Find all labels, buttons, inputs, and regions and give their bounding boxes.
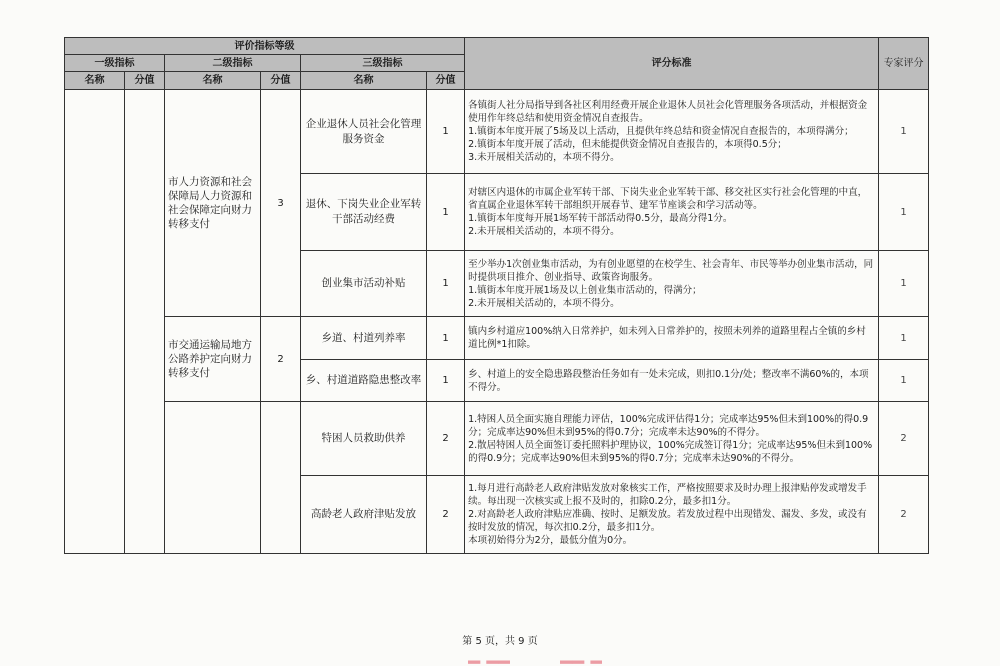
- standard-text: [465, 174, 879, 251]
- standard-line: 各镇街人社分局指导到各社区利用经费开展企业退休人员社会化管理服务各项活动，并根据资金使用作年终总结和使用资金情况自查报告。: [468, 100, 868, 124]
- level3-value: 1: [427, 360, 465, 402]
- level3-name: 乡道、村道列养率: [301, 317, 427, 360]
- standard-line: 1.镇街本年度每开展1场军转干部活动得0.5分，最高分得1分。: [468, 213, 733, 224]
- standard-text: [465, 90, 879, 174]
- level3-value: 1: [427, 317, 465, 360]
- standard-line: 乡、村道上的安全隐患路段整治任务如有一处未完成，则扣0.1分/处；整改率不满60%的，本项不得分。: [468, 368, 869, 393]
- header-standard: 评分标准: [465, 38, 879, 90]
- standard-line: 2.对高龄老人政府津贴应准确、按时、足额发放。若发放过程中出现错发、漏发、多发，或没有按时发放的情况，每次扣0.2分，最多扣1分。: [468, 509, 867, 533]
- standard-line: 本项初始得分为2分，最低分值为0分。: [468, 535, 633, 546]
- header-l1-value: 分值: [125, 72, 165, 90]
- header-group-title: 评价指标等级: [65, 38, 465, 55]
- header-l3-name: 名称: [301, 72, 427, 90]
- expert-score: 1: [879, 90, 929, 174]
- standard-text: [465, 476, 879, 554]
- level2-name: 市人力资源和社会保障局人力资源和社会保障定向财力转移支付: [165, 90, 261, 317]
- standard-line: 对辖区内退休的市属企业军转干部、下岗失业企业军转干部、移交社区实行社会化管理的中直，省直属企业退休军转干部组织开展春节、建军节座谈会和学习活动等。: [468, 187, 868, 211]
- standard-line: 1.镇街本年度开展1场及以上创业集市活动的，得满分；: [468, 284, 702, 296]
- level2-value: 3: [261, 90, 301, 317]
- expert-score: 1: [879, 251, 929, 317]
- standard-text: [465, 360, 879, 402]
- level2-value: [261, 402, 301, 554]
- level1-name-cell: [65, 90, 125, 554]
- level3-name: 创业集市活动补贴: [301, 251, 427, 317]
- header-level3: 三级指标: [301, 55, 465, 72]
- level3-value: 2: [427, 476, 465, 554]
- header-expert: 专家评分: [879, 38, 929, 90]
- expert-score: 1: [879, 174, 929, 251]
- standard-text: [465, 251, 879, 317]
- standard-line: 3.未开展相关活动的，本项不得分。: [468, 152, 620, 163]
- level2-value: 2: [261, 317, 301, 402]
- table-row: [65, 317, 929, 360]
- expert-score: 1: [879, 360, 929, 402]
- level3-value: 1: [427, 174, 465, 251]
- standard-line: 2.散居特困人员全面签订委托照料护理协议，100%完成签订得1分；完成率达95%但未到100%的得0.9分；完成率达90%但未到95%的得0.7分；完成率未达90%的不得分。: [468, 439, 873, 464]
- level3-name: 特困人员救助供养: [301, 402, 427, 476]
- expert-score: 2: [879, 476, 929, 554]
- level3-name: 乡、村道道路隐患整改率: [301, 360, 427, 402]
- standard-line: 2.镇街本年度开展了活动，但未能提供资金情况自查报告的，本项得0.5分；: [468, 139, 787, 150]
- standard-line: 镇内乡村道应100%纳入日常养护，如未列入日常养护的，按照未列养的道路里程占全镇的乡村道比例*1扣除。: [468, 326, 866, 350]
- table-row: [65, 90, 929, 174]
- header-l3-value: 分值: [427, 72, 465, 90]
- standard-line: 1.特困人员全面实施自理能力评估，100%完成评估得1分；完成率达95%但未到100%的得0.9分；完成率达90%但未到95%的得0.7分；完成率未达90%的不得分。: [468, 413, 869, 438]
- level1-value-cell: [125, 90, 165, 554]
- header-level1: 一级指标: [65, 55, 165, 72]
- header-level2: 二级指标: [165, 55, 301, 72]
- expert-score: 1: [879, 317, 929, 360]
- level3-value: 1: [427, 251, 465, 317]
- standard-line: 2.未开展相关活动的，本项不得分。: [468, 297, 620, 309]
- standard-line: 1.镇街本年度开展了5场及以上活动，且提供年终总结和资金情况自查报告的，本项得满分；: [468, 126, 854, 137]
- standard-line: 2.未开展相关活动的，本项不得分。: [468, 226, 620, 237]
- standard-text: [465, 402, 879, 476]
- page-number: 第 5 页，共 9 页: [462, 636, 538, 647]
- level3-value: 1: [427, 90, 465, 174]
- level3-name: 企业退休人员社会化管理服务资金: [301, 90, 427, 174]
- evaluation-table: [64, 37, 929, 554]
- standard-line: 至少举办1次创业集市活动，为有创业愿望的在校学生、社会青年、市民等举办创业集市活动，同时提供项目推介、创业指导、政策咨询服务。: [468, 258, 874, 283]
- standard-line: 1.每月进行高龄老人政府津贴发放对象核实工作，严格按照要求及时办理上报津贴停发或增发手续。每出现一次核实或上报不及时的，扣除0.2分，最多扣1分。: [468, 483, 867, 507]
- standard-text: [465, 317, 879, 360]
- level3-value: 2: [427, 402, 465, 476]
- header-l2-name: 名称: [165, 72, 261, 90]
- header-l1-name: 名称: [65, 72, 125, 90]
- red-stamp-fragment: ━━ ━: [560, 650, 603, 666]
- header-l2-value: 分值: [261, 72, 301, 90]
- expert-score: 2: [879, 402, 929, 476]
- level3-name: 高龄老人政府津贴发放: [301, 476, 427, 554]
- level2-name: [165, 402, 261, 554]
- table-row: [65, 402, 929, 476]
- level3-name: 退休、下岗失业企业军转干部活动经费: [301, 174, 427, 251]
- red-stamp-fragment: ━ ━━: [468, 650, 511, 666]
- level2-name: 市交通运输局地方公路养护定向财力转移支付: [165, 317, 261, 402]
